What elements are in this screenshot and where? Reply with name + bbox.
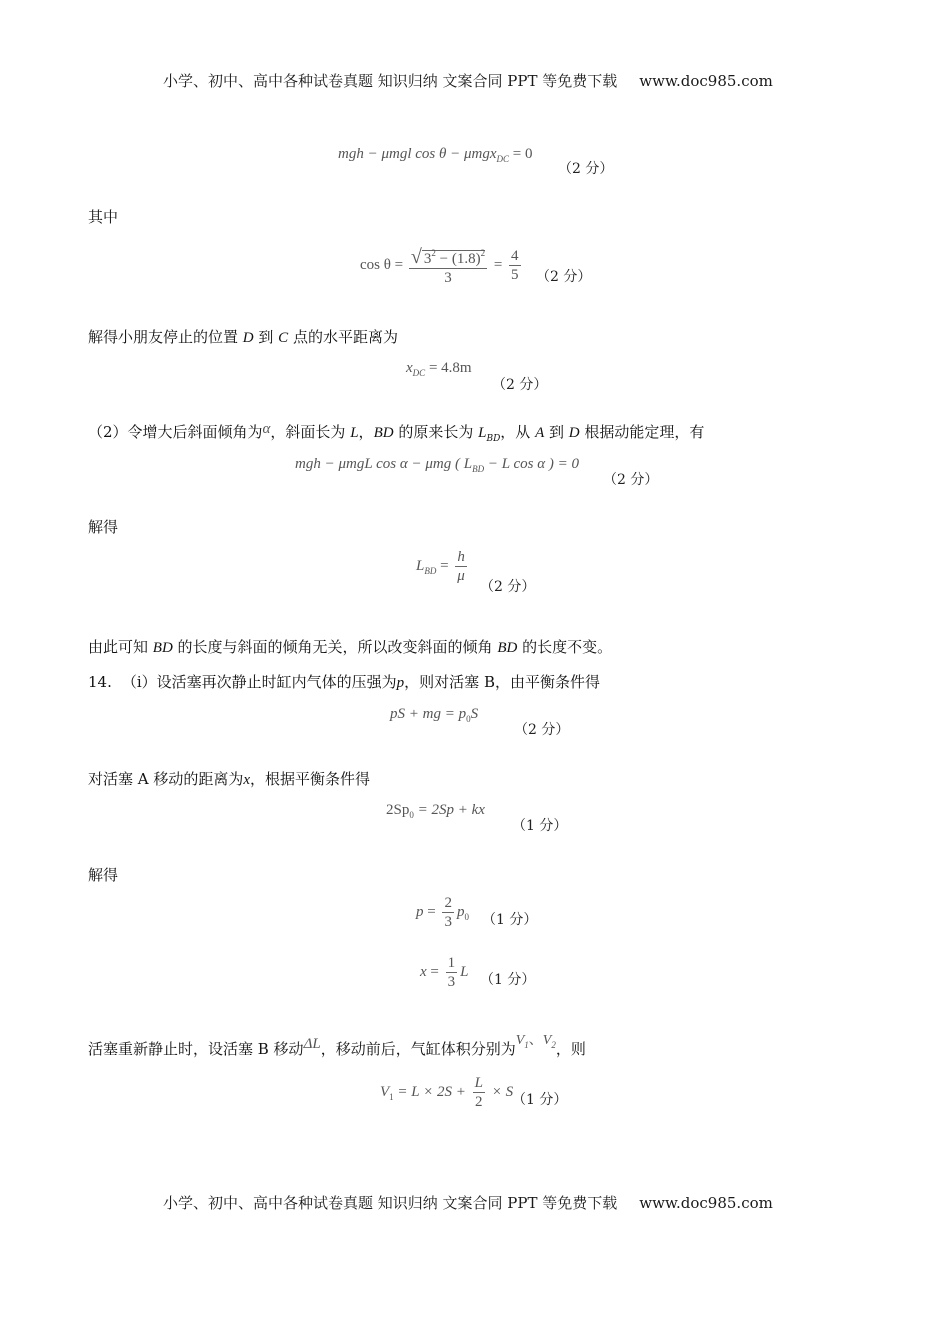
equation-v1: $V_1 = L \times 2S$ + $\frac{L}{2}$ × S: [380, 1075, 514, 1110]
question-14: 14. （ⅰ）设活塞再次静止时缸内气体的压强为p，则对活塞 B，由平衡条件得: [88, 673, 600, 691]
label-jiede-2: 解得: [88, 866, 119, 884]
points-label: （1 分）: [512, 818, 568, 834]
equation-energy-1: mgh − μmgl cos θ − μmgx$_{DC}$ = 0: [338, 146, 533, 164]
paragraph-piston-a: 对活塞 A 移动的距离为x，根据平衡条件得: [88, 770, 371, 788]
footer-site-link[interactable]: www.doc985.com: [639, 1194, 773, 1212]
page-header: [163, 70, 773, 91]
points-label: （1 分）: [482, 912, 538, 928]
equation-piston-a: $2Sp_0 = 2Sp$ + kx: [386, 802, 485, 820]
paragraph-conclusion: 由此可知 BD 的长度与斜面的倾角无关，所以改变斜面的倾角 BD 的长度不变。: [88, 638, 613, 656]
equation-energy-2: mgh − μmgL cos α − μmg ( $L_{BD} - L$ cos α ) = 0: [295, 456, 580, 474]
label-jiede-1: 解得: [88, 518, 119, 536]
points-label: （2 分）: [558, 161, 614, 177]
points-label: （2 分）: [492, 377, 548, 393]
points-label: （1 分）: [512, 1092, 568, 1108]
points-label: （1 分）: [480, 972, 536, 988]
equation-xdc: $x_{DC} = 4.8m$: [406, 360, 472, 378]
points-label: （2 分）: [514, 722, 570, 738]
points-label: （2 分）: [480, 579, 536, 595]
equation-lbd: $L_{BD}$ = $\frac{h}{\mu}$: [416, 549, 465, 584]
paragraph-part-2: （2）令增大后斜面倾角为α，斜面长为 L，BD 的原来长为 $L_{BD}$，从 A 到 D 根据动能定理，有: [88, 421, 705, 444]
equation-cos-theta: cos θ = $\frac{√ 3^2 - (1.8)^2}{3}$ = $\frac{4}{5}$: [360, 246, 519, 286]
points-label: （2 分）: [536, 269, 592, 285]
equation-x: x = $\frac{1}{3}$ L: [420, 955, 469, 990]
page-footer: [163, 1192, 773, 1213]
equation-piston-b: pS + mg = $p_0S$: [390, 706, 479, 724]
label-qizhong: 其中: [88, 208, 119, 226]
header-text: 小学、初中、高中各种试卷真题 知识归纳 文案合同 PPT 等免费下载: [163, 72, 618, 90]
paragraph-volume: 活塞重新静止时，设活塞 B 移动ΔL，移动前后，气缸体积分别为$V_1$、$V_2$，则: [88, 1033, 586, 1058]
header-site-link[interactable]: www.doc985.com: [639, 72, 773, 90]
equation-p: p = $\frac{2}{3}$ $p_0$: [416, 895, 469, 930]
paragraph-solve-distance: 解得小朋友停止的位置 D 到 C 点的水平距离为: [88, 328, 398, 346]
footer-text: 小学、初中、高中各种试卷真题 知识归纳 文案合同 PPT 等免费下载: [163, 1194, 618, 1212]
points-label: （2 分）: [603, 472, 659, 488]
